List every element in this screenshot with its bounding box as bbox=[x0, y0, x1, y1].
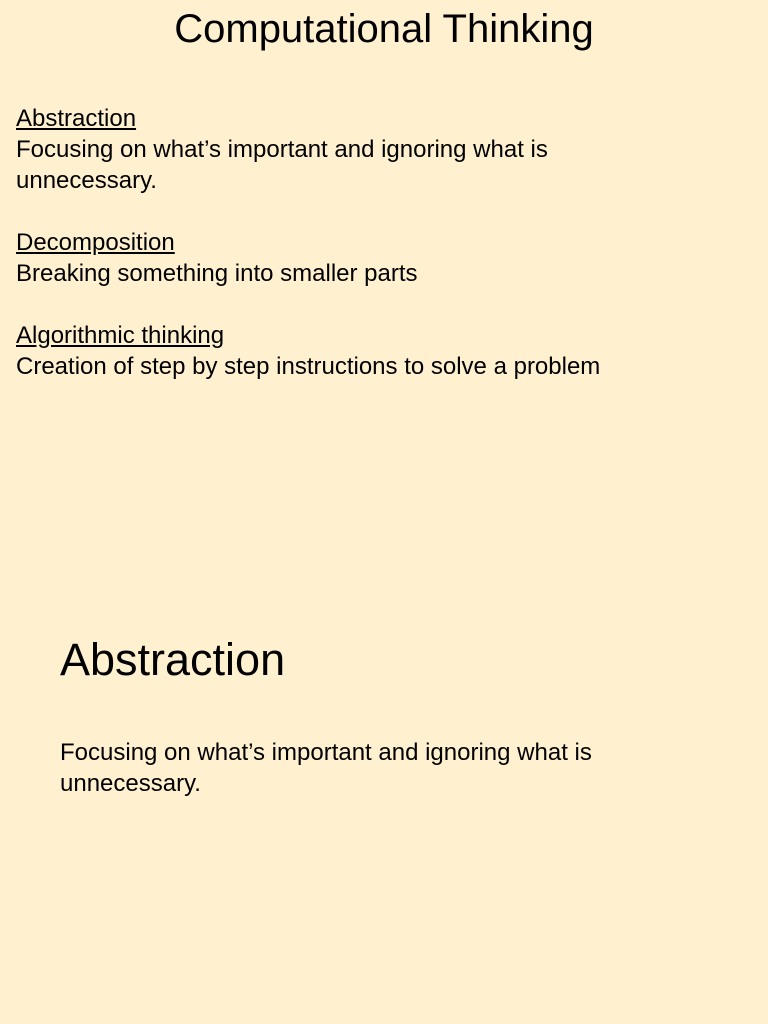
term-heading: Abstraction bbox=[16, 105, 137, 132]
slide-title: Abstraction bbox=[60, 634, 286, 685]
term-decomposition bbox=[16, 227, 756, 289]
term-description: Focusing on what’s important and ignoring what is unnecessary. bbox=[16, 136, 548, 194]
term-heading: Decomposition bbox=[16, 229, 175, 256]
page-title: Computational Thinking bbox=[174, 7, 594, 51]
slide-body: Focusing on what’s important and ignoring what is unnecessary. bbox=[60, 739, 592, 797]
slide-abstraction bbox=[0, 512, 768, 1024]
term-description: Breaking something into smaller parts bbox=[16, 260, 418, 287]
term-list bbox=[16, 103, 756, 413]
term-heading: Algorithmic thinking bbox=[16, 322, 225, 349]
term-description: Creation of step by step instructions to solve a problem bbox=[16, 353, 601, 380]
term-algorithmic-thinking bbox=[16, 320, 756, 382]
term-abstraction bbox=[16, 103, 756, 196]
